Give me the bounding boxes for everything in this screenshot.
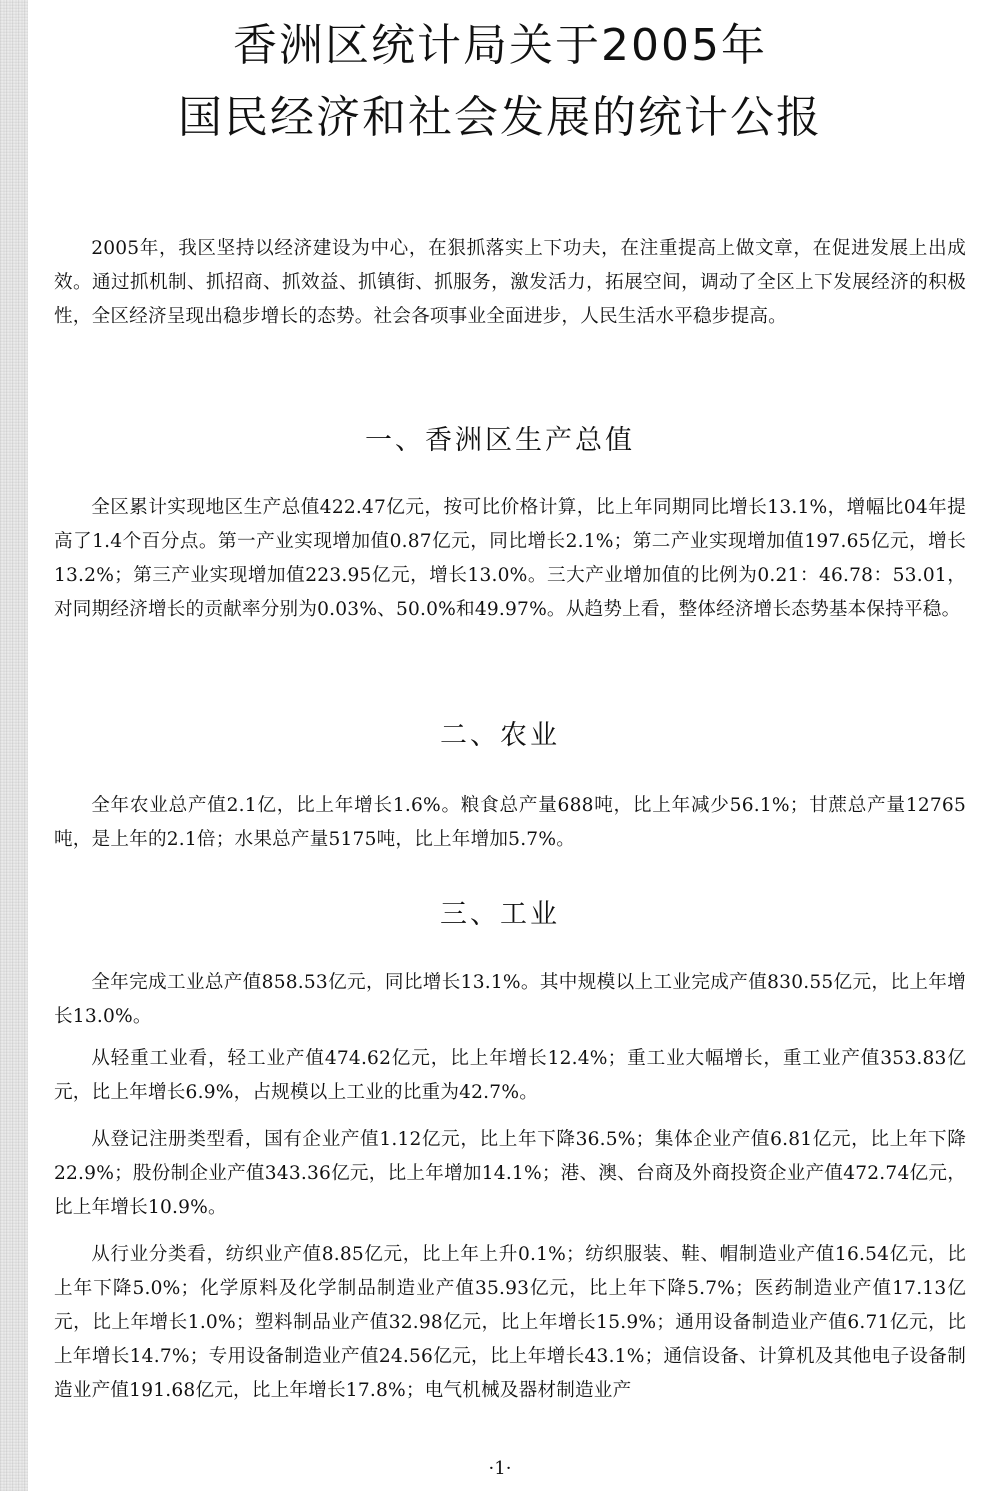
industry-paragraph-sector: 从行业分类看，纺织业产值8.85亿元，比上年上升0.1%；纺织服装、鞋、帽制造业产值16.54亿元，比上年下降5.0%；化学原料及化学制品制造业产值35.93亿元，比上年下降5.7%；医药制造业产值17.13亿元，比上年增长1.0%；塑料制品业产值32.98亿元，比上年增长15.9%；通用设备制造业产值6.71亿元，比上年增长14.7%；专用设备制造业产值24.56亿元，比上年增长43.1%；通信设备、计算机及其他电子设备制造业产值191.68亿元，比上年增长17.8%；电气机械及器材制造业产: [54, 1244, 966, 1401]
intro-paragraph: 2005年，我区坚持以经济建设为中心，在狠抓落实上下功夫，在注重提高上做文章，在促进发展上出成效。通过抓机制、抓招商、抓效益、抓镇街、抓服务，激发活力，拓展空间，调动了全区上下发展经济的积极性，全区经济呈现出稳步增长的态势。社会各项事业全面进步，人民生活水平稳步提高。: [54, 238, 966, 327]
document-title-line2: 国民经济和社会发展的统计公报: [178, 92, 822, 143]
document-title-line1: 香洲区统计局关于2005年: [233, 20, 767, 71]
document-page: [30, 0, 970, 1491]
gdp-paragraph: 全区累计实现地区生产总值422.47亿元，按可比价格计算，比上年同期同比增长13.1%，增幅比04年提高了1.4个百分点。第一产业实现增加值0.87亿元，同比增长2.1%；第二产业实现增加值197.65亿元，增长13.2%；第三产业实现增加值223.95亿元，增长13.0%。三大产业增加值的比例为0.21：46.78：53.01，对同期经济增长的贡献率分别为0.03%、50.0%和49.97%。从趋势上看，整体经济增长态势基本保持平稳。: [54, 497, 966, 620]
section-heading-gdp: 一、香洲区生产总值: [365, 425, 635, 456]
agriculture-paragraph: 全年农业总产值2.1亿，比上年增长1.6%。粮食总产量688吨，比上年减少56.1%；甘蔗总产量12765吨，是上年的2.1倍；水果总产量5175吨，比上年增加5.7%。: [54, 795, 966, 850]
industry-paragraph-registration: 从登记注册类型看，国有企业产值1.12亿元，比上年下降36.5%；集体企业产值6.81亿元，比上年下降22.9%；股份制企业产值343.36亿元，比上年增加14.1%；港、澳、台商及外商投资企业产值472.74亿元，比上年增长10.9%。: [54, 1129, 966, 1218]
page-number: ·1·: [488, 1458, 512, 1479]
section-heading-industry: 三、工业: [440, 899, 560, 930]
industry-paragraph-light-heavy: 从轻重工业看，轻工业产值474.62亿元，比上年增长12.4%；重工业大幅增长，重工业产值353.83亿元，比上年增长6.9%，占规模以上工业的比重为42.7%。: [54, 1048, 966, 1103]
section-heading-agriculture: 二、农业: [440, 720, 560, 751]
industry-paragraph-total: 全年完成工业总产值858.53亿元，同比增长13.1%。其中规模以上工业完成产值830.55亿元，比上年增长13.0%。: [54, 972, 966, 1027]
scan-edge-noise: [0, 0, 28, 1491]
